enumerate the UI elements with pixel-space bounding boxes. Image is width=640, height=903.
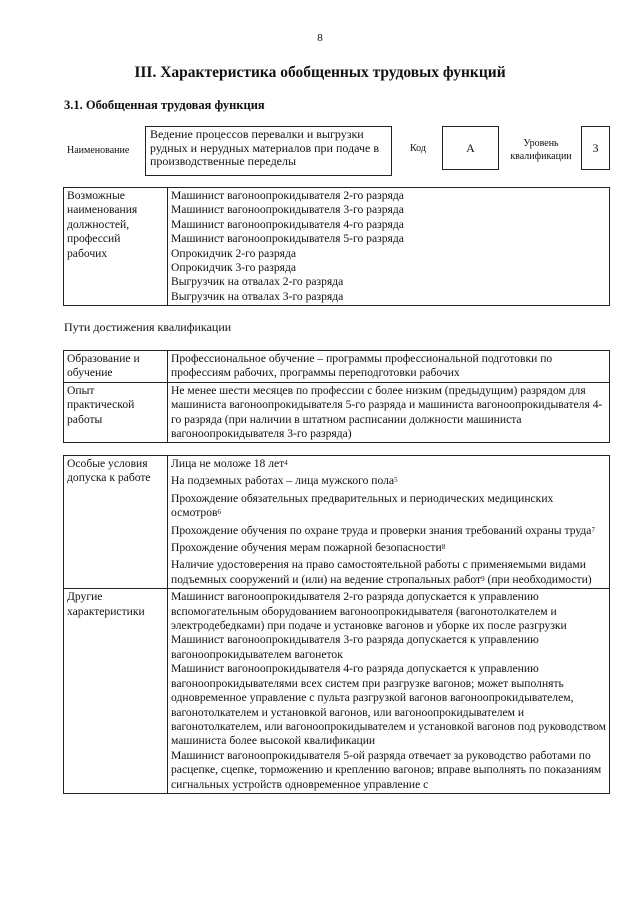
positions-label-line: наименования (67, 203, 138, 217)
code-box: А (442, 126, 499, 170)
qualification-table (63, 350, 610, 443)
conditions-list (168, 456, 610, 589)
education-value: Профессиональное обучение – программы профессиональной подготовки по профессиям рабочих, программы переподготовки рабочих (168, 351, 610, 383)
position-item: Выгрузчик на отвалах 3-го разряда (171, 289, 344, 303)
condition-text: Прохождение обучения по охране труда и проверки знания требований охраны труда (171, 523, 592, 537)
positions-table (63, 187, 610, 306)
footnote-ref: 8 (441, 543, 446, 552)
other-item: Машинист вагоноопрокидывателя 4-го разряда допускается к управлению вагоноопрокидывателями всех систем при разгрузке вагонов; может выполнять одновременное управление с пульта разгрузкой вагонов вагоноопрокидывателем, вагонотолкателем и установкой вагонов, или вагоноопрокидывателем и вагонотолкателем, или вагоноопрокидывателем и установкой вагонов под руководством машиниста более высокой квалификации (171, 662, 606, 748)
level-label (505, 137, 577, 163)
condition-text: Лица не моложе 18 лет (171, 457, 285, 470)
section-title: III. Характеристика обобщенных трудовых функций (134, 64, 506, 81)
position-item: Машинист вагоноопрокидывателя 5-го разряда (171, 232, 404, 246)
conditions-table (63, 455, 610, 794)
positions-label (64, 188, 168, 306)
education-row (64, 351, 610, 383)
other-label: Другие характеристики (64, 589, 168, 794)
footnote-ref: 6 (217, 508, 221, 517)
page-number: 8 (317, 32, 323, 44)
qualification-paths-title: Пути достижения квалификации (64, 320, 232, 334)
level-label-line2: квалификации (510, 151, 572, 162)
experience-label: Опыт практической работы (64, 382, 168, 443)
experience-value: Не менее шести месяцев по профессии с более низким (предыдущим) разрядом для машиниста вагоноопрокидывателя 5-го разряда и машиниста вагоноопрокидывателя 4-го разряда (при наличии в штатном расписании должности машиниста вагоноопрокидывателя 3-го разряда) (168, 382, 610, 443)
education-label: Образование и обучение (64, 351, 168, 383)
footnote-ref: 5 (394, 476, 398, 485)
footnote-ref: 9 (481, 574, 485, 583)
level-label-line1: Уровень (523, 138, 559, 149)
position-item: Выгрузчик на отвалах 2-го разряда (171, 275, 344, 289)
condition-item (171, 541, 606, 555)
positions-label-line: Возможные (67, 189, 125, 202)
condition-item (171, 524, 606, 538)
other-list (168, 589, 610, 794)
position-item: Машинист вагоноопрокидывателя 2-го разряда (171, 189, 404, 202)
positions-label-line: рабочих (67, 246, 108, 260)
other-item: Машинист вагоноопрокидывателя 2-го разряда допускается к управлению вспомогательным оборудованием вагоноопрокидывателя (вагонотолкателем и электродебедками) при подаче и установке вагонов и уборке их после разгрузки (171, 590, 567, 633)
position-item: Машинист вагоноопрокидывателя 4-го разряда (171, 217, 404, 231)
experience-row (64, 382, 610, 443)
condition-item (171, 558, 606, 587)
condition-text: На подземных работах – лица мужского пола (171, 474, 395, 488)
position-item: Опрокидчик 2-го разряда (171, 246, 296, 260)
positions-label-line: профессий (67, 232, 121, 246)
other-row (64, 589, 610, 794)
code-label: Код (410, 143, 426, 154)
condition-text: Прохождение обязательных предварительных и периодических медицинских осмотров (171, 491, 554, 520)
positions-list (168, 188, 610, 306)
condition-text: Наличие удостоверения на право самостоятельной работы с применяемыми видами подъемных сооружений и (или) на ведение стропальных работ (171, 558, 586, 586)
condition-text: Прохождение обучения мерам пожарной безопасности (171, 541, 442, 555)
positions-label-line: должностей, (67, 217, 130, 231)
function-name-box: Ведение процессов перевалки и выгрузки рудных и нерудных материалов при подаче в производственные переделы (145, 126, 392, 176)
condition-item (171, 457, 606, 471)
level-box: 3 (581, 126, 610, 170)
other-item: Машинист вагоноопрокидывателя 3-го разряда допускается к управлению вагоноопрокидывателем вагонеток (171, 633, 539, 661)
footnote-ref: 4 (284, 459, 288, 467)
position-item: Опрокидчик 3-го разряда (171, 261, 296, 275)
name-label: Наименование (67, 145, 130, 156)
condition-text: (при необходимости) (484, 572, 592, 586)
conditions-row (64, 456, 610, 589)
conditions-label: Особые условия допуска к работе (64, 456, 168, 589)
position-item: Машинист вагоноопрокидывателя 3-го разряда (171, 203, 404, 217)
footnote-ref: 7 (591, 525, 595, 534)
other-item: Машинист вагоноопрокидывателя 5-ой разряда отвечает за руководство работами по расцепке, сцепке, торможению и креплению вагонов; вправе выполнять по показаниям сигнальных устройств одновременное управление с (171, 748, 602, 791)
condition-item (171, 492, 606, 521)
condition-item (171, 474, 606, 488)
subsection-title: 3.1. Обобщенная трудовая функция (64, 98, 265, 112)
